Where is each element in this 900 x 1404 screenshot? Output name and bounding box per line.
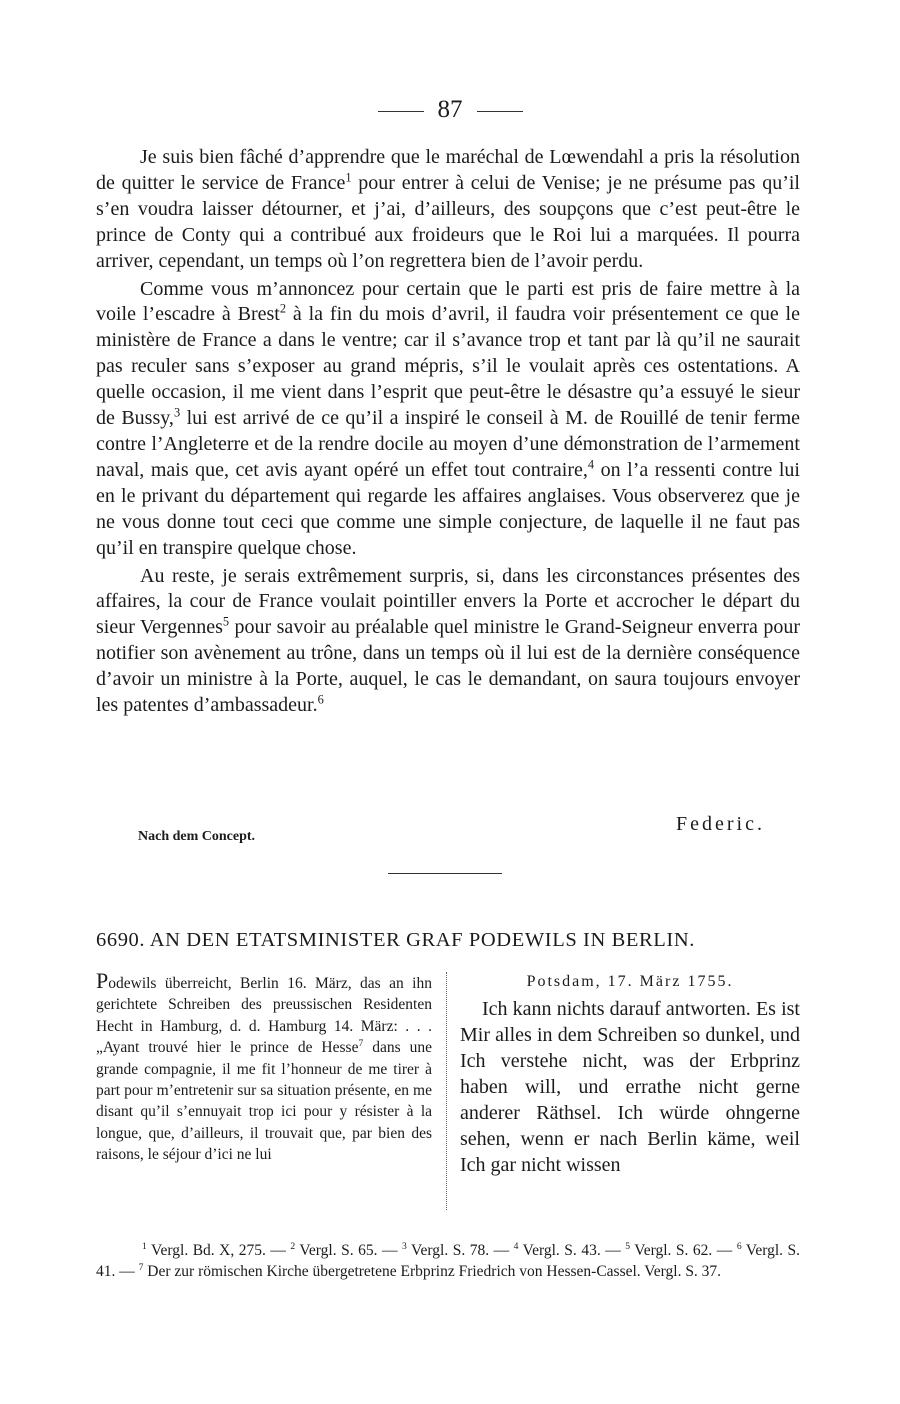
footnote-marker: 7 [138,1261,144,1273]
footnote-marker: 4 [587,457,595,472]
reply-column [460,970,800,1178]
footnotes [96,1240,800,1282]
footnote-marker: 6 [317,692,324,707]
dateline: Potsdam, 17. März 1755. [526,973,734,990]
header-dash-right [477,111,523,112]
footnote-marker: 1 [345,170,352,185]
column-divider [446,972,447,1210]
page-number: 87 [437,96,463,123]
letter-body [96,145,800,719]
footnote-marker: 2 [290,1240,296,1252]
paragraph: Comme vous m’annoncez pour certain que le parti est pris de faire mettre à la voile l’escadre à Brest$^2$ à la fin du mois d’avril, il faudra voir présentement ce que le ministère de France a dans le ventre; car il s’avance trop et tant par là qu’il ne saurait pas reculer sans s’exposer au grand mépris, s’il le voulait après ces ostentations. A quelle occasion, il me vient dans l’esprit que peut-être le désastre qu’a essuyé le sieur de Bussy,$^3$ lui est arrivé de ce qu’il a inspiré le conseil à M. de Rouillé de tenir ferme contre l’Angleterre et de la rendre docile au moyen d’une démonstration de l’armement naval, mais que, cet avis ayant opéré un effet tout contraire,$^4$ on l’a ressenti contre lui en le privant du département qui regarde les affaires anglaises. Vous observerez que je ne vous donne tout ceci que comme une simple conjecture, de laquelle il ne faut pas qu’il en transpire quelque chose. [96,277,801,559]
footnote-block: $^1$ Vergl. Bd. X, 275. — $^2$ Vergl. S. 65. — $^3$ Vergl. S. 78. — $^4$ Vergl. S. 43. — $^5$ Vergl. S. 62. — $^6$ Vergl. S. 41. — $^7$ Der zur römischen Kirche übergetretene Erbprinz Friedrich von Hessen-Cassel. Vergl. S. 37. [96,1240,801,1280]
footnote-marker: 5 [222,614,230,629]
source-note: Nach dem Concept. [138,829,256,844]
page-header [0,96,900,124]
footnote-marker: 1 [142,1240,147,1252]
summary-column: Podewils überreicht, Berlin 16. März, das an ihn gerichtete Schreiben des preussischen Residenten Hecht in Hamburg, d. d. Hamburg 14. März: . . . „Ayant trouvé hier le prince de Hesse$^7$ dans une grande compagnie, il me fit l’honneur de me tirer à part pour m’entretenir sur sa situation présente, en me disant qu’il s’ennuyait trop ici pour y résister à la longue, que, d’ailleurs, il trouvait que, par bien des raisons, le séjour d’ici ne lui [96,968,432,1164]
header-dash-left [378,111,424,112]
paragraph: Au reste, je serais extrêmement surpris, si, dans les circonstances présentes des affaires, la cour de France voulait pointiller envers la Porte et accrocher le départ du sieur Vergennes$^5$ pour savoir au préalable quel ministre le Grand-Seigneur enverra pour notifier son avènement au trône, dans un temps où il lui est de la dernière conséquence d’avoir un ministre à la Porte, auquel, le cas le demandant, on saura toujours envoyer les patentes d’ambassadeur.$^6$ [96,564,800,717]
footnote-marker: 3 [173,405,181,420]
reply-text: Ich kann nichts darauf antworten. Es ist Mir alles in dem Schreiben so dunkel, und Ich verstehe nicht, was der Erbprinz haben will, und errathe nicht gerne anderer Räthsel. Ich würde ohngerne sehen, wenn er nach Berlin käme, weil Ich gar nicht wissen [460,998,800,1176]
footnote-marker: 5 [625,1240,631,1252]
footnote-marker: 2 [279,301,287,316]
footnote-marker: 6 [736,1240,742,1252]
section-separator [388,873,502,874]
drop-cap: P [96,968,109,993]
footnote-marker: 7 [358,1038,364,1050]
section-heading: 6690. AN DEN ETATSMINISTER GRAF PODEWILS IN BERLIN. [96,929,695,951]
paragraph: Je suis bien fâché d’apprendre que le maréchal de Lœwendahl a pris la résolution de quitter le service de France$^1$ pour entrer à celui de Venise; je ne présume pas qu’il s’en voudra laisser détourner, et j’ai, d’ailleurs, des soupçons que c’est peut-être le prince de Conty qui a contribué aux froideurs que le Roi lui a marquées. Il pourra arriver, cependant, un temps où l’on regrettera bien de l’avoir perdu. [96,146,800,272]
signature: Federic. [676,813,765,835]
footnote-marker: 4 [513,1240,519,1252]
footnote-marker: 3 [402,1240,407,1252]
